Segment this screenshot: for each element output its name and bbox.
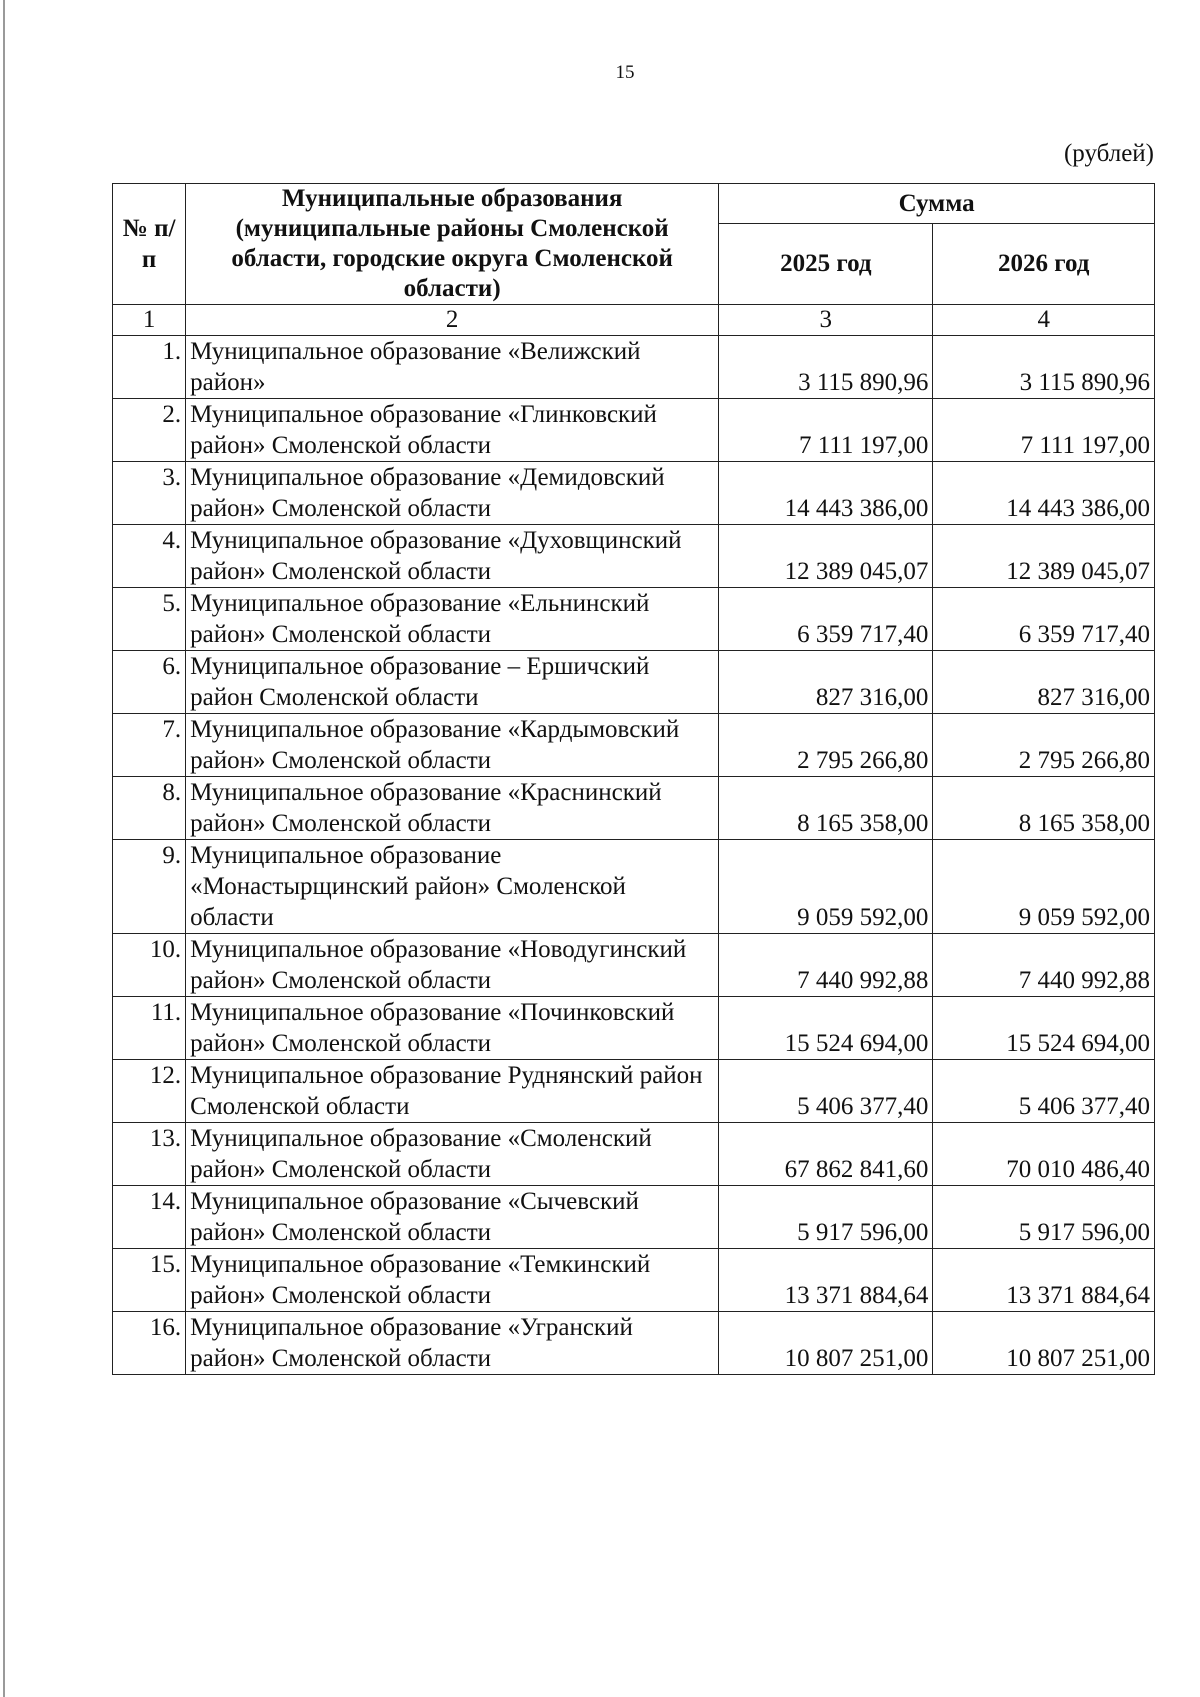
municipality-name: Муниципальное образование «Смоленский район» Смоленской области [186,1123,719,1186]
row-number: 2. [113,399,186,462]
amount-2026: 12 389 045,07 [933,525,1155,588]
row-number: 15. [113,1249,186,1312]
amount-2026: 70 010 486,40 [933,1123,1155,1186]
header-year-2026: 2026 год [933,223,1155,304]
amount-2026: 5 406 377,40 [933,1060,1155,1123]
amount-2026: 6 359 717,40 [933,588,1155,651]
amount-2026: 7 111 197,00 [933,399,1155,462]
units-label: (рублей) [1063,140,1154,167]
row-number: 3. [113,462,186,525]
municipality-name: Муниципальное образование «Демидовский район» Смоленской области [186,462,719,525]
table-row [113,1123,1155,1186]
table-row [113,1060,1155,1123]
row-number: 11. [113,997,186,1060]
row-number: 7. [113,714,186,777]
row-number: 6. [113,651,186,714]
page-number: 15 [615,62,635,83]
municipality-name: Муниципальное образование «Сычевский район» Смоленской области [186,1186,719,1249]
column-index: 1 [113,305,186,336]
row-number: 14. [113,1186,186,1249]
row-number: 12. [113,1060,186,1123]
row-number: 10. [113,934,186,997]
header-number: № п/п [113,184,186,305]
column-index: 4 [933,305,1155,336]
amount-2026: 15 524 694,00 [933,997,1155,1060]
amount-2025: 3 115 890,96 [719,336,933,399]
row-number: 9. [113,840,186,934]
column-index-row [113,305,1155,336]
amount-2026: 8 165 358,00 [933,777,1155,840]
municipality-name: Муниципальное образование «Угранский район» Смоленской области [186,1312,719,1375]
row-number: 13. [113,1123,186,1186]
table-row [113,934,1155,997]
municipality-name: Муниципальное образование «Глинковский район» Смоленской области [186,399,719,462]
table-header [113,184,1155,336]
table-row [113,997,1155,1060]
table-row [113,399,1155,462]
municipality-name: Муниципальное образование «Краснинский район» Смоленской области [186,777,719,840]
amount-2025: 2 795 266,80 [719,714,933,777]
municipality-name: Муниципальное образование «Велижский район» [186,336,719,399]
amount-2025: 7 440 992,88 [719,934,933,997]
amount-2026: 10 807 251,00 [933,1312,1155,1375]
municipality-name: Муниципальное образование «Духовщинский район» Смоленской области [186,525,719,588]
amount-2026: 5 917 596,00 [933,1186,1155,1249]
table-row [113,588,1155,651]
municipality-name: Муниципальное образование «Кардымовский район» Смоленской области [186,714,719,777]
row-number: 8. [113,777,186,840]
amount-2026: 13 371 884,64 [933,1249,1155,1312]
amount-2026: 3 115 890,96 [933,336,1155,399]
amount-2025: 10 807 251,00 [719,1312,933,1375]
amount-2026: 14 443 386,00 [933,462,1155,525]
municipality-name: Муниципальное образование «Новодугинский район» Смоленской области [186,934,719,997]
amount-2025: 12 389 045,07 [719,525,933,588]
table-row [113,1249,1155,1312]
amount-2025: 14 443 386,00 [719,462,933,525]
scan-edge-line [3,0,5,1697]
amount-2026: 7 440 992,88 [933,934,1155,997]
table-row [113,1312,1155,1375]
amount-2026: 827 316,00 [933,651,1155,714]
municipality-name: Муниципальное образование «Темкинский район» Смоленской области [186,1249,719,1312]
amount-2025: 8 165 358,00 [719,777,933,840]
table-row [113,651,1155,714]
column-index: 3 [719,305,933,336]
row-number: 4. [113,525,186,588]
header-year-2025: 2025 год [719,223,933,304]
table-row [113,840,1155,934]
amount-2025: 15 524 694,00 [719,997,933,1060]
table-row [113,525,1155,588]
amount-2025: 7 111 197,00 [719,399,933,462]
header-municipality: Муниципальные образования (муниципальные районы Смоленской области, городские округа Смоленской области) [186,184,719,305]
row-number: 1. [113,336,186,399]
amount-2025: 9 059 592,00 [719,840,933,934]
table-row [113,462,1155,525]
amount-2025: 827 316,00 [719,651,933,714]
row-number: 5. [113,588,186,651]
table-body [113,336,1155,1375]
table-row [113,714,1155,777]
table-row [113,777,1155,840]
municipality-name: Муниципальное образование «Ельнинский район» Смоленской области [186,588,719,651]
header-sum: Сумма [719,184,1155,224]
municipality-name: Муниципальное образование Руднянский район Смоленской области [186,1060,719,1123]
amount-2025: 5 406 377,40 [719,1060,933,1123]
allocation-table [112,183,1155,1375]
row-number: 16. [113,1312,186,1375]
amount-2026: 9 059 592,00 [933,840,1155,934]
municipality-name: Муниципальное образование «Монастырщинский район» Смоленской области [186,840,719,934]
amount-2025: 5 917 596,00 [719,1186,933,1249]
amount-2025: 13 371 884,64 [719,1249,933,1312]
table-row [113,1186,1155,1249]
municipality-name: Муниципальное образование «Починковский район» Смоленской области [186,997,719,1060]
amount-2025: 67 862 841,60 [719,1123,933,1186]
table-row [113,336,1155,399]
municipality-name: Муниципальное образование – Ершичский район Смоленской области [186,651,719,714]
amount-2026: 2 795 266,80 [933,714,1155,777]
column-index: 2 [186,305,719,336]
amount-2025: 6 359 717,40 [719,588,933,651]
